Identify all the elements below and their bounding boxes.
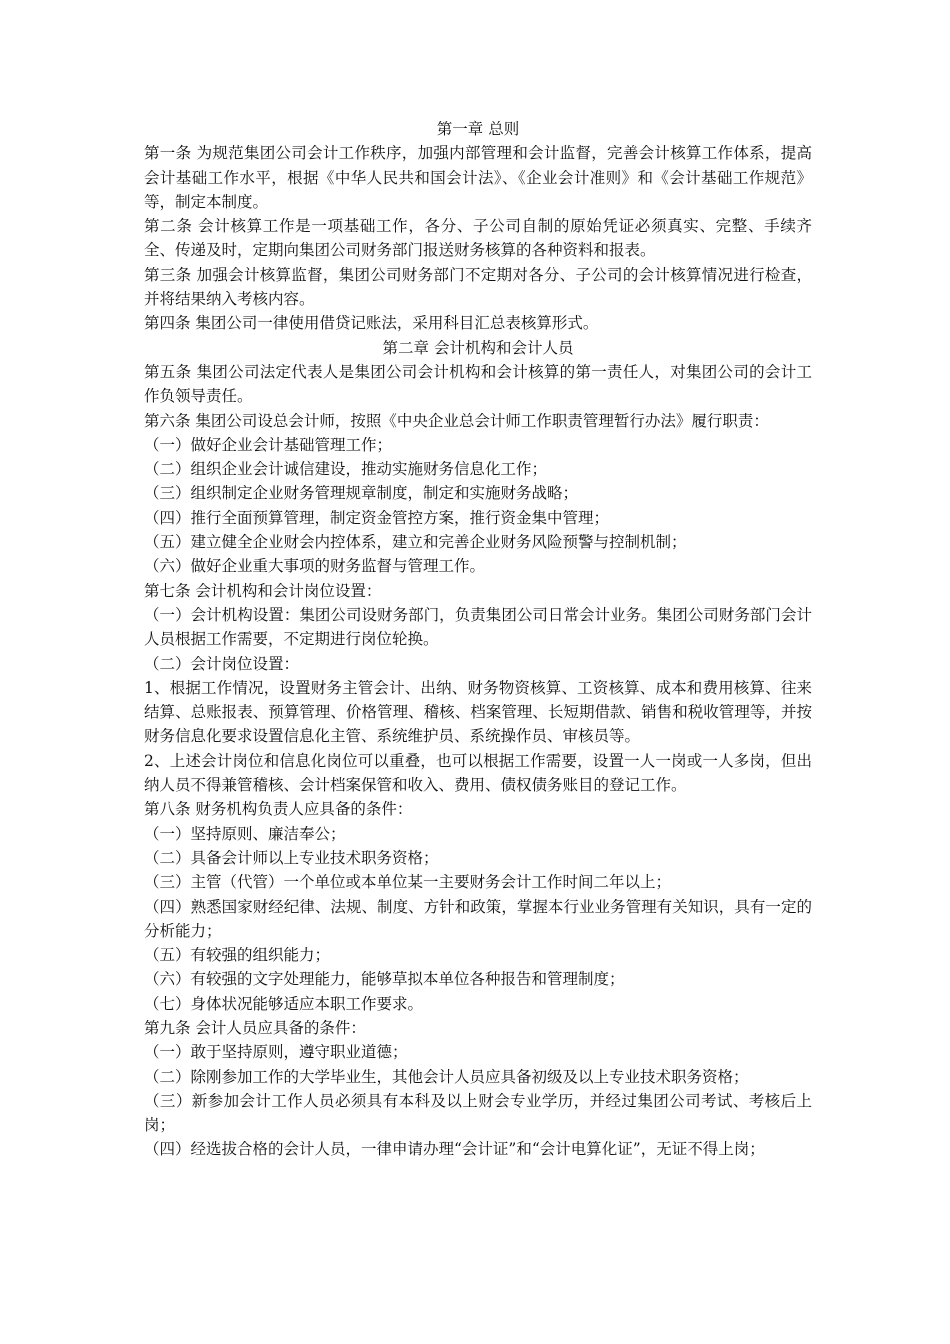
list-item: （六）做好企业重大事项的财务监督与管理工作。 — [144, 557, 486, 576]
list-item: （四）熟悉国家财经纪律、法规、制度、方针和政策，掌握本行业业务管理有关知识，具有一定的分析能力； — [144, 897, 812, 940]
list-item: （五）建立健全企业财会内控体系，建立和完善企业财务风险预警与控制机制； — [144, 533, 687, 552]
chapter-heading: 第一章 总则 — [436, 120, 520, 138]
article-8: 第八条 财务机构负责人应具备的条件： — [144, 800, 413, 819]
article-3: 第三条 加强会计核算监督，集团公司财务部门不定期对各分、子公司的会计核算情况进行检查，并将结果纳入考核内容。 — [144, 265, 812, 309]
list-item: （二）除刚参加工作的大学毕业生，其他会计人员应具备初级及以上专业技术职务资格； — [144, 1067, 749, 1086]
article-4: 第四条 集团公司一律使用借贷记账法，采用科目汇总表核算形式。 — [144, 314, 599, 333]
list-item: （一）做好企业会计基础管理工作； — [144, 435, 393, 454]
article-2: 第二条 会计核算工作是一项基础工作，各分、子公司自制的原始凭证必须真实、完整、手续齐全、传递及时，定期向集团公司财务部门报送财务核算的各种资料和报表。 — [144, 217, 812, 260]
chapter-2 — [144, 336, 812, 1162]
list-item: （七）身体状况能够适应本职工作要求。 — [144, 994, 424, 1013]
chapter-heading: 第二章 会计机构和会计人员 — [382, 338, 574, 357]
list-item: 1、根据工作情况，设置财务主管会计、出纳、财务物资核算、工资核算、成本和费用核算、往来结算、总账报表、预算管理、价格管理、稽核、档案管理、长短期借款、销售和税收管理等，并按财务信息化要求设置信息化主管、系统维护员、系统操作员、审核员等。 — [144, 678, 812, 746]
list-item: （二）具备会计师以上专业技术职务资格； — [144, 848, 439, 867]
article-6: 第六条 集团公司设总会计师，按照《中央企业总会计师工作职责管理暂行办法》履行职责： — [144, 411, 769, 430]
list-item: （三）新参加会计工作人员必须具有本科及以上财会专业学历，并经过集团公司考试、考核后上岗； — [144, 1091, 812, 1135]
article-7: 第七条 会计机构和会计岗位设置： — [144, 581, 382, 600]
list-item: （三）组织制定企业财务管理规章制度，制定和实施财务战略； — [144, 484, 579, 503]
list-item: （五）有较强的组织能力； — [144, 946, 331, 965]
list-item: （一）会计机构设置：集团公司设财务部门，负责集团公司日常会计业务。集团公司财务部门会计人员根据工作需要，不定期进行岗位轮换。 — [144, 605, 812, 649]
list-item: （四）经选拔合格的会计人员，一律申请办理“会计证”和“会计电算化证”，无证不得上岗； — [144, 1140, 765, 1159]
list-item: （六）有较强的文字处理能力，能够草拟本单位各种报告和管理制度； — [144, 970, 625, 989]
list-item: 2、上述会计岗位和信息化岗位可以重叠，也可以根据工作需要，设置一人一岗或一人多岗，但出纳人员不得兼管稽核、会计档案保管和收入、费用、债权债务账目的登记工作。 — [144, 751, 812, 795]
list-item: （二）组织企业会计诚信建设，推动实施财务信息化工作； — [144, 460, 548, 479]
chapter-1 — [144, 117, 812, 336]
list-item: （四）推行全面预算管理，制定资金管控方案，推行资金集中管理； — [144, 508, 610, 527]
list-item: （一）敢于坚持原则，遵守职业道德； — [144, 1043, 408, 1062]
article-9: 第九条 会计人员应具备的条件： — [144, 1018, 366, 1037]
list-item: （三）主管（代管）一个单位或本单位某一主要财务会计工作时间二年以上； — [144, 873, 672, 892]
list-item: （一）坚持原则、廉洁奉公； — [144, 824, 346, 843]
list-item: （二）会计岗位设置： — [144, 654, 300, 673]
article-1: 第一条 为规范集团公司会计工作秩序，加强内部管理和会计监督，完善会计核算工作体系，提高会计基础工作水平，根据《中华人民共和国会计法》、《企业会计准则》和《会计基础工作规范》等，制定本制度。 — [144, 144, 812, 211]
article-5: 第五条 集团公司法定代表人是集团公司会计机构和会计核算的第一责任人，对集团公司的会计工作负领导责任。 — [144, 362, 812, 406]
document-page — [144, 117, 812, 1162]
